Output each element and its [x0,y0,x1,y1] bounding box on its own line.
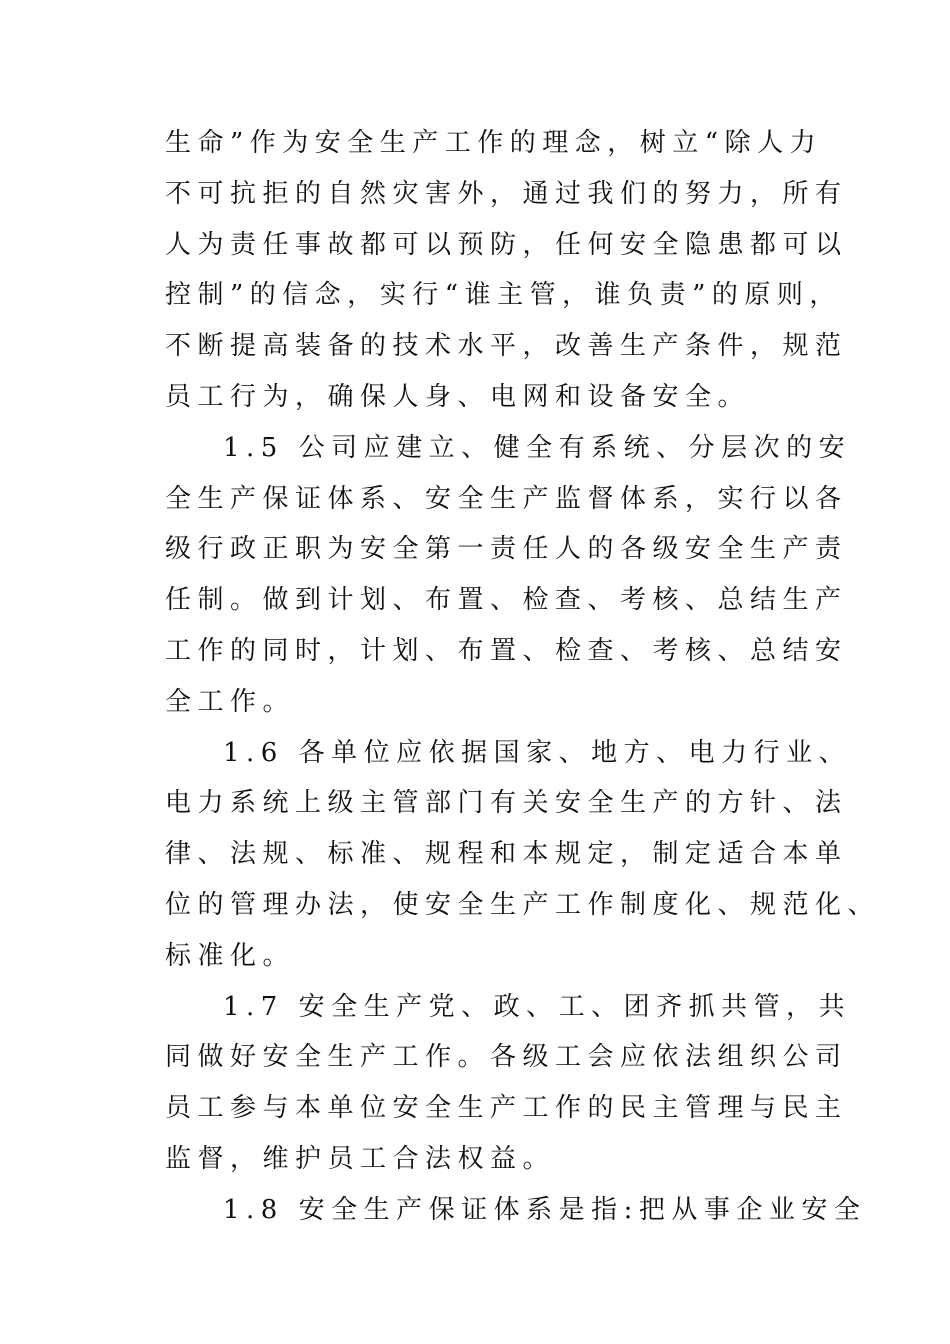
paragraph-1-5-start: 1.5 公司应建立、健全有系统、分层次的安 [223,432,852,463]
text-line: 同做好安全生产工作。各级工会应依法组织公司 [165,1042,848,1073]
text-line: 任制。做到计划、布置、检查、考核、总结生产 [165,585,848,616]
text-line: 控制”的信念，实行“谁主管，谁负责”的原则， [165,280,842,311]
text-line: 生命”作为安全生产工作的理念，树立“除人力 [165,128,823,158]
paragraph-1-8-start: 1.8 安全生产保证体系是指:把从事企业安全 [223,1194,867,1225]
body-text [165,118,881,1236]
text-line: 标准化。 [165,940,296,971]
text-line: 员工行为，确保人身、电网和设备安全。 [165,381,751,412]
text-line: 不断提高装备的技术水平，改善生产条件，规范 [165,331,848,362]
paragraph-1-6-start: 1.6 各单位应依据国家、地方、电力行业、 [223,737,852,768]
text-line: 监督，维护员工合法权益。 [165,1143,556,1174]
text-line: 级行政正职为安全第一责任人的各级安全生产责 [165,534,848,565]
text-line: 全生产保证体系、安全生产监督体系，实行以各 [165,483,848,514]
text-line: 不可抗拒的自然灾害外，通过我们的努力，所有 [165,178,848,209]
text-line: 全工作。 [165,686,296,717]
text-line: 工作的同时，计划、布置、检查、考核、总结安 [165,635,848,666]
text-line: 位的管理办法，使安全生产工作制度化、规范化、 [165,889,881,920]
text-line: 律、法规、标准、规程和本规定，制定适合本单 [165,839,848,870]
paragraph-1-7-start: 1.7 安全生产党、政、工、团齐抓共管，共 [223,991,852,1022]
text-line: 电力系统上级主管部门有关安全生产的方针、法 [165,788,848,819]
text-line: 人为责任事故都可以预防，任何安全隐患都可以 [165,229,848,260]
text-line: 员工参与本单位安全生产工作的民主管理与民主 [165,1093,848,1124]
